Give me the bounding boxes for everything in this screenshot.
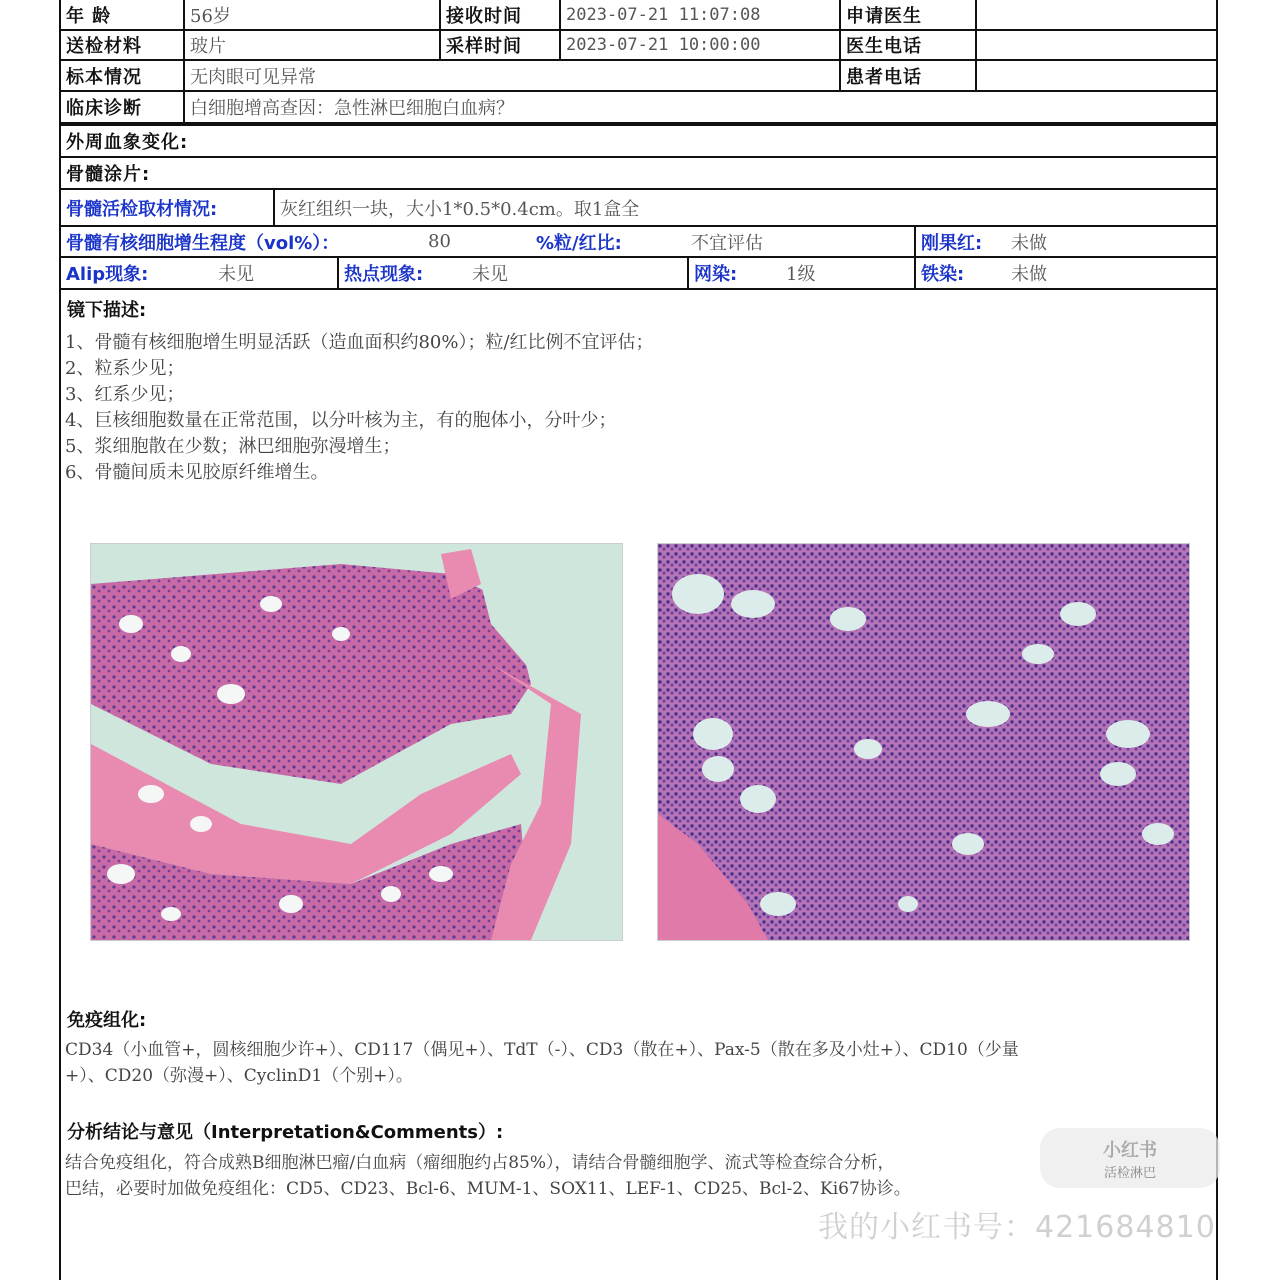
doctor-label: 申请医生 bbox=[839, 0, 975, 29]
reticulin-label: 网染: bbox=[687, 258, 781, 288]
ratio-value: 不宜评估 bbox=[691, 232, 763, 254]
hotspot-label: 热点现象: bbox=[337, 258, 467, 288]
receive-time-label: 接收时间 bbox=[439, 0, 559, 29]
specimen-value: 无肉眼可见异常 bbox=[183, 61, 839, 90]
cellularity-row bbox=[61, 227, 1216, 258]
smear-row bbox=[61, 158, 1216, 190]
congo-value: 未做 bbox=[1011, 232, 1047, 254]
stamp-sub: 活检淋巴 bbox=[1103, 1165, 1156, 1181]
xiaohongshu-stamp bbox=[1040, 1128, 1220, 1188]
biopsy-label: 骨髓活检取材情况: bbox=[66, 198, 218, 220]
iron-value: 未做 bbox=[1011, 264, 1047, 285]
age-label: 年 龄 bbox=[66, 5, 112, 27]
ihc-line-2: +）、CD20（弥漫+）、CyclinD1（个别+）。 bbox=[65, 1066, 413, 1086]
conclusion-title: 分析结论与意见（Interpretation&Comments）: bbox=[67, 1122, 504, 1143]
material-value: 玻片 bbox=[183, 31, 439, 59]
age-value: 56岁 bbox=[183, 0, 439, 29]
diagnosis-value: 白细胞增高查因：急性淋巴细胞白血病？ bbox=[183, 92, 1216, 122]
microscopy-line-2: 2、粒系少见； bbox=[65, 358, 185, 379]
biopsy-row bbox=[61, 190, 1216, 227]
cellularity-label: 骨髓有核细胞增生程度（vol%）： bbox=[66, 232, 340, 254]
microscopy-line-5: 5、浆细胞散在少数；淋巴细胞弥漫增生； bbox=[65, 436, 401, 457]
cellularity-value: 80 bbox=[428, 231, 451, 252]
stamp-text: 小红书 bbox=[1103, 1139, 1157, 1161]
conclusion-line-1: 结合免疫组化，符合成熟B细胞淋巴瘤/白血病（瘤细胞约占85%），请结合骨髓细胞学、流式等检查综合分析， bbox=[65, 1153, 895, 1173]
microscopy-line-4: 4、巨核细胞数量在正常范围，以分叶核为主，有的胞体小，分叶少； bbox=[65, 410, 617, 431]
receive-time-value: 2023-07-21 11:07:08 bbox=[559, 0, 839, 29]
material-label: 送检材料 bbox=[66, 36, 142, 57]
smear-label: 骨髓涂片: bbox=[66, 164, 151, 185]
ihc-title: 免疫组化: bbox=[67, 1010, 147, 1031]
peripheral-row bbox=[61, 124, 1216, 158]
watermark: 我的小红书号：421684810 bbox=[818, 1210, 1216, 1245]
histology-image-high-power bbox=[657, 543, 1190, 941]
conclusion-line-2: 巴结，必要时加做免疫组化：CD5、CD23、Bcl-6、MUM-1、SOX11、LEF-1、CD25、Bcl-2、Ki67协诊。 bbox=[65, 1179, 911, 1199]
ihc-line-1: CD34（小血管+，圆核细胞少许+）、CD117（偶见+）、TdT（-）、CD3（散在+）、Pax-5（散在多及小灶+）、CD10（少量 bbox=[65, 1040, 1019, 1060]
microscopy-title: 镜下描述: bbox=[67, 300, 147, 321]
sample-time-label: 采样时间 bbox=[439, 31, 559, 59]
stains-row bbox=[61, 258, 1216, 290]
reticulin-value: 1级 bbox=[786, 264, 816, 285]
alip-label: Alip现象: bbox=[66, 264, 149, 285]
microscopy-line-3: 3、红系少见； bbox=[65, 384, 185, 405]
patient-phone-label: 患者电话 bbox=[839, 61, 975, 90]
ratio-label: %粒/红比: bbox=[536, 232, 622, 254]
microscopy-line-1: 1、骨髓有核细胞增生明显活跃（造血面积约80%）；粒/红比例不宜评估； bbox=[65, 332, 654, 353]
doctor-value bbox=[975, 0, 1216, 29]
alip-value: 未见 bbox=[218, 264, 254, 285]
header-row-4 bbox=[61, 92, 1216, 124]
diagnosis-label: 临床诊断 bbox=[66, 98, 142, 119]
report-page bbox=[59, 0, 1218, 1280]
congo-label: 刚果红: bbox=[914, 227, 1006, 256]
histology-image-low-power bbox=[90, 543, 623, 941]
sample-time-value: 2023-07-21 10:00:00 bbox=[559, 31, 839, 59]
doctor-phone-value bbox=[975, 31, 1216, 59]
microscopy-line-6: 6、骨髓间质未见胶原纤维增生。 bbox=[65, 462, 329, 483]
biopsy-value: 灰红组织一块，大小1*0.5*0.4cm。取1盒全 bbox=[273, 190, 1216, 225]
header-row-1 bbox=[61, 0, 1216, 31]
peripheral-label: 外周血象变化: bbox=[66, 132, 189, 153]
header-row-2 bbox=[61, 31, 1216, 61]
header-row-3 bbox=[61, 61, 1216, 92]
iron-label: 铁染: bbox=[914, 258, 1006, 288]
patient-phone-value bbox=[975, 61, 1216, 90]
specimen-label: 标本情况 bbox=[66, 66, 142, 88]
hotspot-value: 未见 bbox=[472, 264, 508, 285]
doctor-phone-label: 医生电话 bbox=[839, 31, 975, 59]
